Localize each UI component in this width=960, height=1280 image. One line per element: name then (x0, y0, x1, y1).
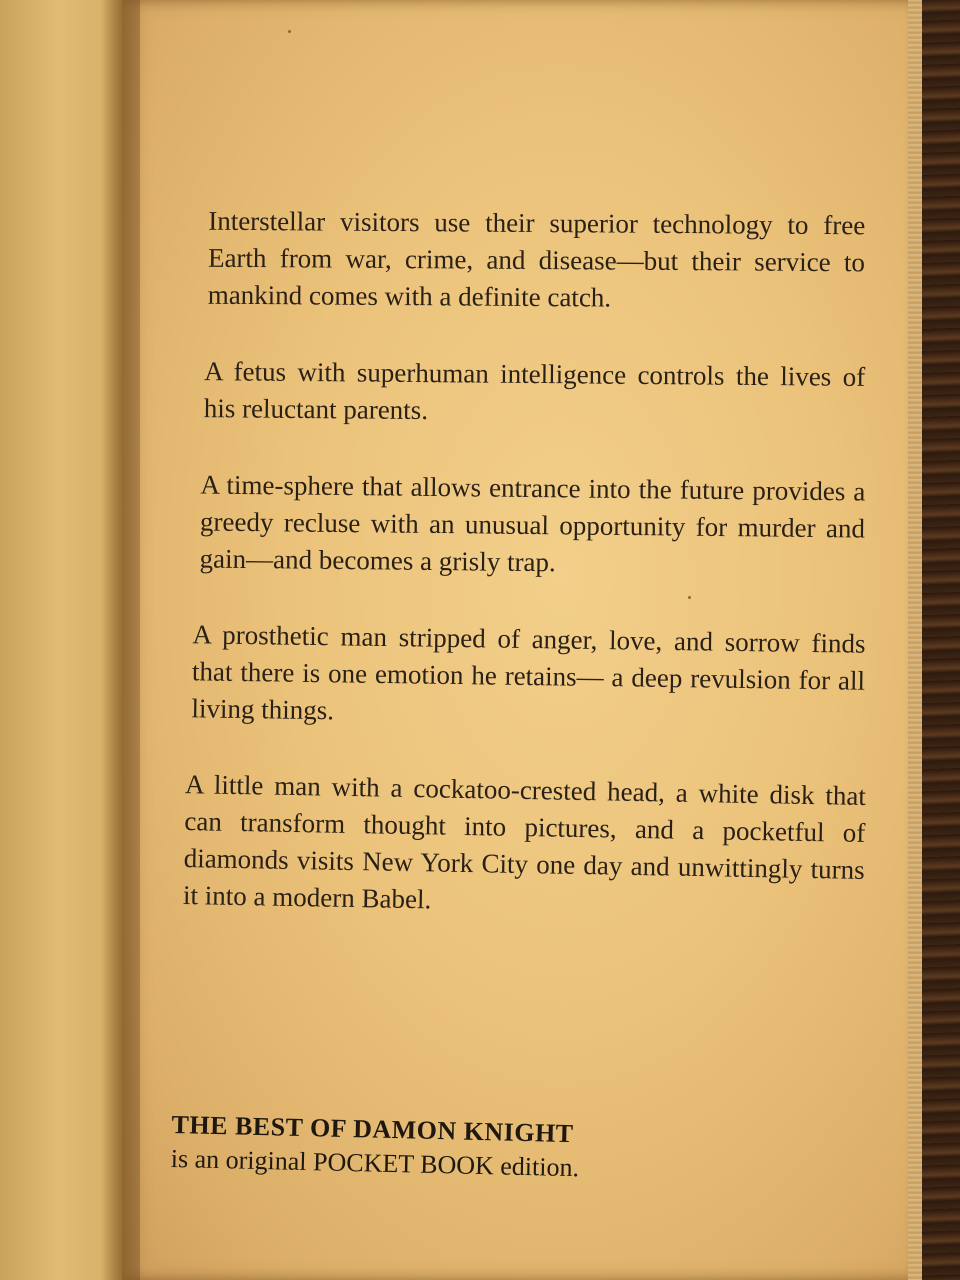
paper-speck (288, 30, 291, 33)
blurb-paragraph-5: A little man with a cockatoo-crested head, a white disk that can transform thought into pictures, and a pocketful of diamonds visits New York City one day and unwittingly turns it into a modern Babel. (182, 769, 867, 915)
page-edges (908, 0, 922, 1280)
blurb-text (182, 205, 867, 960)
blurb-paragraph-3: A time-sphere that allows entrance into the future provides a greedy recluse with an unusual opportunity for murder and gain—and becomes a grisly trap. (199, 469, 866, 578)
blurb-paragraph-1: Interstellar visitors use their superior technology to free Earth from war, crime, and disease—but their service to mankind comes with a definite catch. (207, 205, 866, 313)
book-title: THE BEST OF DAMON KNIGHT (171, 1109, 574, 1149)
blurb-paragraph-2: A fetus with superhuman intelligence controls the lives of his reluctant parents. (203, 356, 866, 426)
edition-note (170, 1108, 691, 1188)
blurb-paragraph-4: A prosthetic man stripped of anger, love, and sorrow finds that there is one emotion he retains— a deep revulsion for all living things. (191, 619, 866, 726)
edition-statement: is an original POCKET BOOK edition. (170, 1143, 580, 1183)
book-gutter-shadow (100, 0, 140, 1280)
